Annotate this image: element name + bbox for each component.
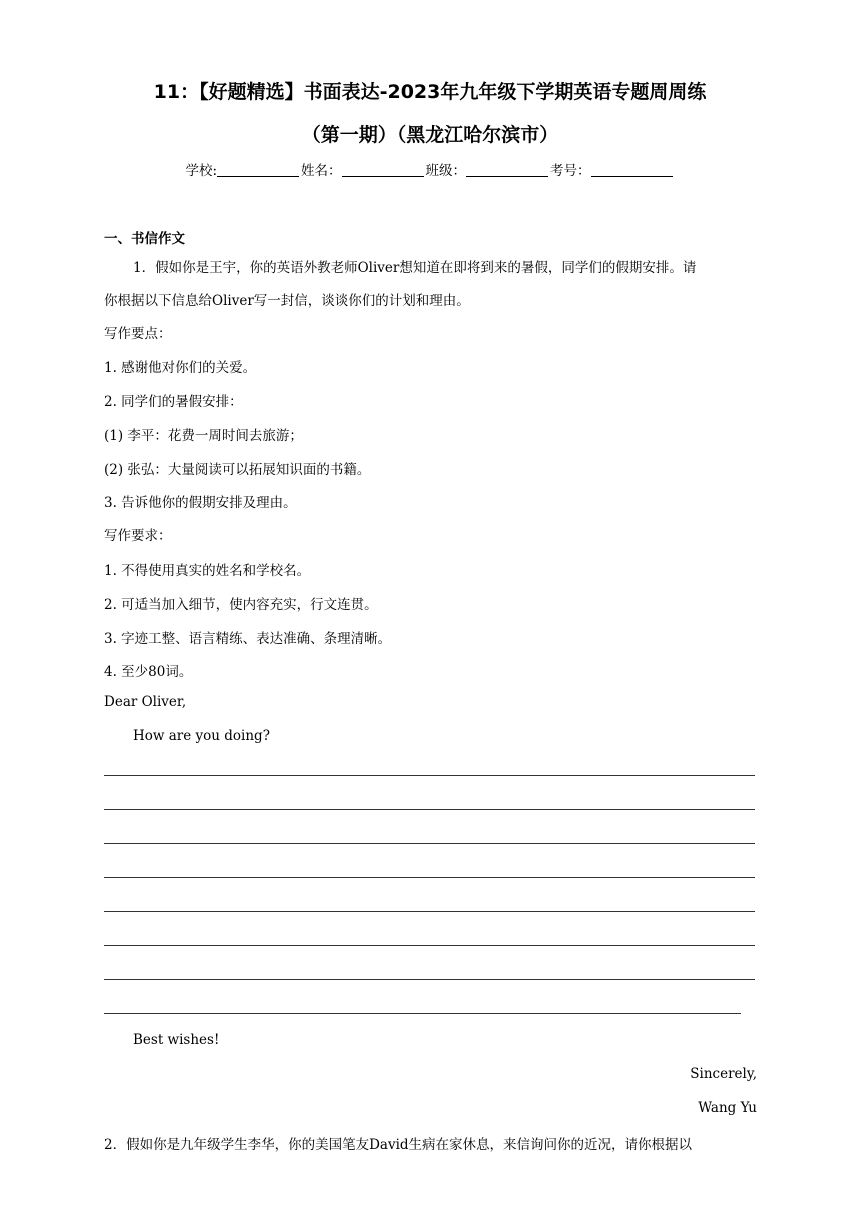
exam-number-blank[interactable] bbox=[591, 162, 673, 177]
answer-line[interactable] bbox=[104, 1013, 741, 1014]
writing-point: 3. 告诉他你的假期安排及理由。 bbox=[104, 495, 297, 511]
document-title-line-2: （第一期）（黑龙江哈尔滨市） bbox=[301, 124, 559, 146]
answer-line[interactable] bbox=[104, 979, 755, 980]
writing-requirement: 2. 可适当加入细节，使内容充实，行文连贯。 bbox=[104, 597, 378, 613]
writing-point: (2) 张弘：大量阅读可以拓展知识面的书籍。 bbox=[104, 462, 371, 478]
writing-requirement: 4. 至少80词。 bbox=[104, 664, 193, 680]
name-label: 姓名： bbox=[301, 163, 342, 179]
answer-line[interactable] bbox=[104, 911, 755, 912]
letter-opening: How are you doing? bbox=[133, 728, 270, 744]
class-label: 班级： bbox=[425, 163, 467, 179]
q1-prompt-line-1: 1．假如你是王宇，你的英语外教老师Oliver想知道在即将到来的暑假，同学们的假期安排。请 bbox=[133, 260, 697, 276]
q2-prompt-line-1: 2．假如你是九年级学生李华，你的美国笔友David生病在家休息，来信询问你的近况，请你根据以 bbox=[104, 1137, 693, 1153]
answer-line[interactable] bbox=[104, 945, 755, 946]
answer-line[interactable] bbox=[104, 809, 755, 810]
exam-number-label: 考号： bbox=[550, 163, 591, 179]
name-blank[interactable] bbox=[342, 162, 424, 177]
answer-line[interactable] bbox=[104, 843, 755, 844]
writing-point: 2. 同学们的暑假安排： bbox=[104, 394, 243, 410]
letter-signature: Wang Yu bbox=[698, 1100, 757, 1116]
q1-prompt-line-2: 你根据以下信息给Oliver写一封信，谈谈你们的计划和理由。 bbox=[104, 293, 470, 309]
answer-line[interactable] bbox=[104, 877, 755, 878]
letter-signoff: Sincerely, bbox=[690, 1066, 757, 1082]
letter-salutation: Dear Oliver, bbox=[104, 694, 187, 710]
writing-point: (1) 李平：花费一周时间去旅游； bbox=[104, 428, 303, 444]
letter-closing: Best wishes! bbox=[133, 1032, 220, 1048]
school-label: 学校: bbox=[185, 163, 218, 179]
student-info-row bbox=[0, 159, 860, 179]
writing-point: 1. 感谢他对你们的关爱。 bbox=[104, 360, 257, 376]
writing-requirement: 3. 字迹工整、语言精练、表达准确、条理清晰。 bbox=[104, 631, 392, 647]
answer-line[interactable] bbox=[104, 775, 755, 776]
writing-requirements-heading: 写作要求： bbox=[104, 528, 172, 544]
section-heading: 一、书信作文 bbox=[104, 231, 185, 247]
writing-requirement: 1. 不得使用真实的姓名和学校名。 bbox=[104, 563, 311, 579]
school-blank[interactable] bbox=[217, 162, 299, 177]
class-blank[interactable] bbox=[466, 162, 548, 177]
document-title-line-1: 11：【好题精选】书面表达-2023年九年级下学期英语专题周周练 bbox=[153, 81, 707, 103]
writing-points-heading: 写作要点： bbox=[104, 326, 172, 342]
